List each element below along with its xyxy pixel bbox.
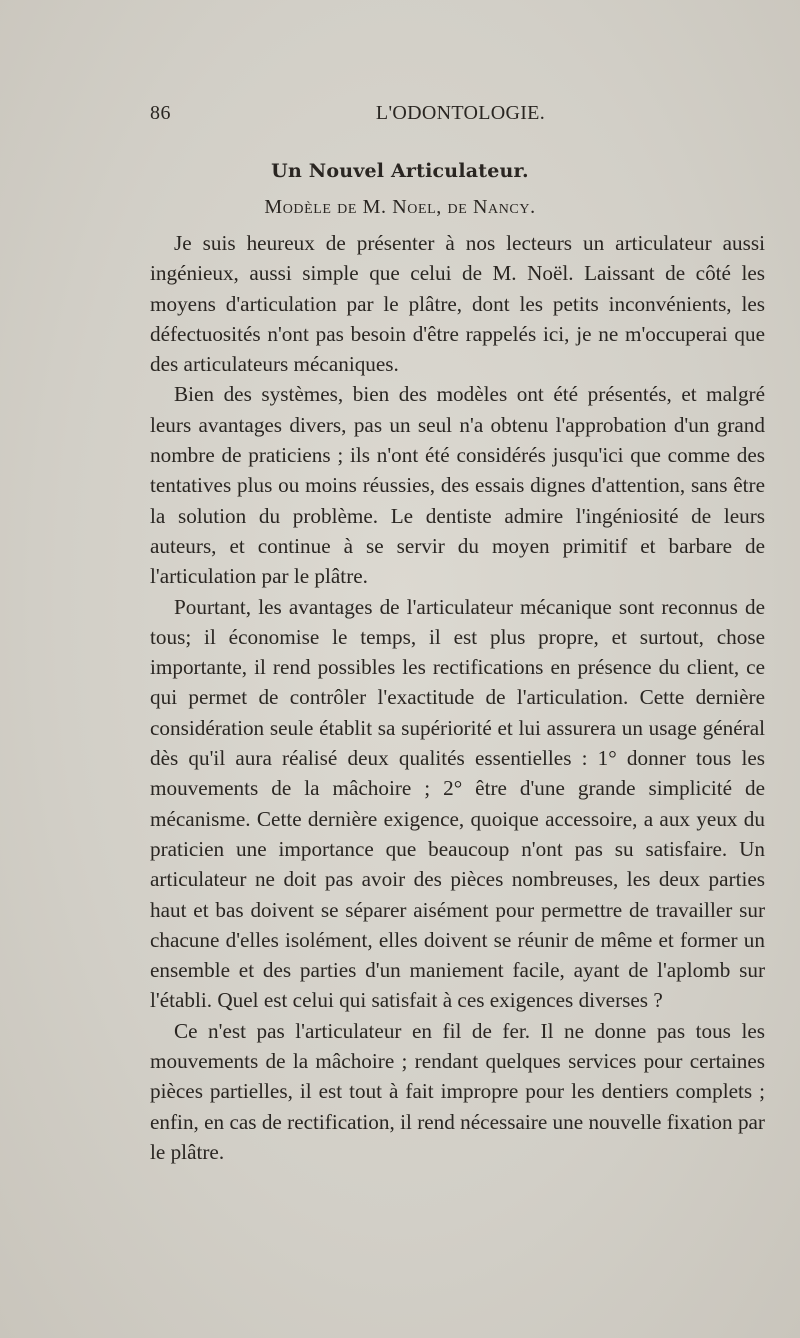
- paragraph: Pourtant, les avantages de l'articulateur mécanique sont reconnus de tous; il économise le temps, il est plus propre, et surtout, chose importante, il rend possibles les rectifications en présence du client, ce qui permet de contrôler l'exactitude de l'articulation. Cette dernière considération seule établit sa supériorité et lui assurera un usage général dès qu'il aura réalisé deux qualités essentielles : 1° donner tous les mouvements de la mâchoire ; 2° être d'une grande simplicité de mécanisme. Cette dernière exigence, quoique accessoire, a aux yeux du praticien une importance que beaucoup n'ont pas su satisfaire. Un articulateur ne doit pas avoir des pièces nombreuses, les deux parties haut et bas doivent se séparer aisément pour permettre de travailler sur chacune d'elles isolément, elles doivent se réunir de même et former un ensemble et des parties d'un maniement facile, ayant de l'aplomb sur l'établi. Quel est celui qui satisfait à ces exigences diverses ?: [150, 594, 765, 1013]
- paragraph: Je suis heureux de présenter à nos lecteurs un articulateur aussi ingénieux, aussi simple que celui de M. Noël. Laissant de côté les moyens d'articulation par le plâtre, dont les petits inconvénients, les défectuosités n'ont pas besoin d'être rappelés ici, je ne m'occuperai que des articulateurs mécaniques.: [150, 231, 765, 377]
- paragraph: Bien des systèmes, bien des modèles ont été présentés, et malgré leurs avantages divers, pas un seul n'a obtenu l'approbation d'un grand nombre de praticiens ; ils n'ont été considérés jusqu'ici que comme des tentatives plus ou moins réussies, des essais dignes d'attention, sans être la solution du problème. Le dentiste admire l'ingéniosité de leurs auteurs, et continue à se servir du moyen primitif et barbare de l'articulation par le plâtre.: [150, 382, 765, 589]
- article-body: [150, 228, 765, 1167]
- running-head: [150, 102, 545, 132]
- journal-title: L'ODONTOLOGIE.: [375, 102, 545, 124]
- page-number: 86: [150, 102, 171, 124]
- article-title: Un Nouvel Articulateur.: [271, 160, 529, 182]
- paragraph: Ce n'est pas l'articulateur en fil de fer. Il ne donne pas tous les mouvements de la mâchoire ; rendant quelques services pour certaines pièces partielles, il est tout à fait impropre pour les dentiers complets ; enfin, en cas de rectification, il rend nécessaire une nouvelle fixation par le plâtre.: [150, 1018, 765, 1164]
- article-subtitle: Modèle de M. Noel, de Nancy.: [264, 196, 536, 218]
